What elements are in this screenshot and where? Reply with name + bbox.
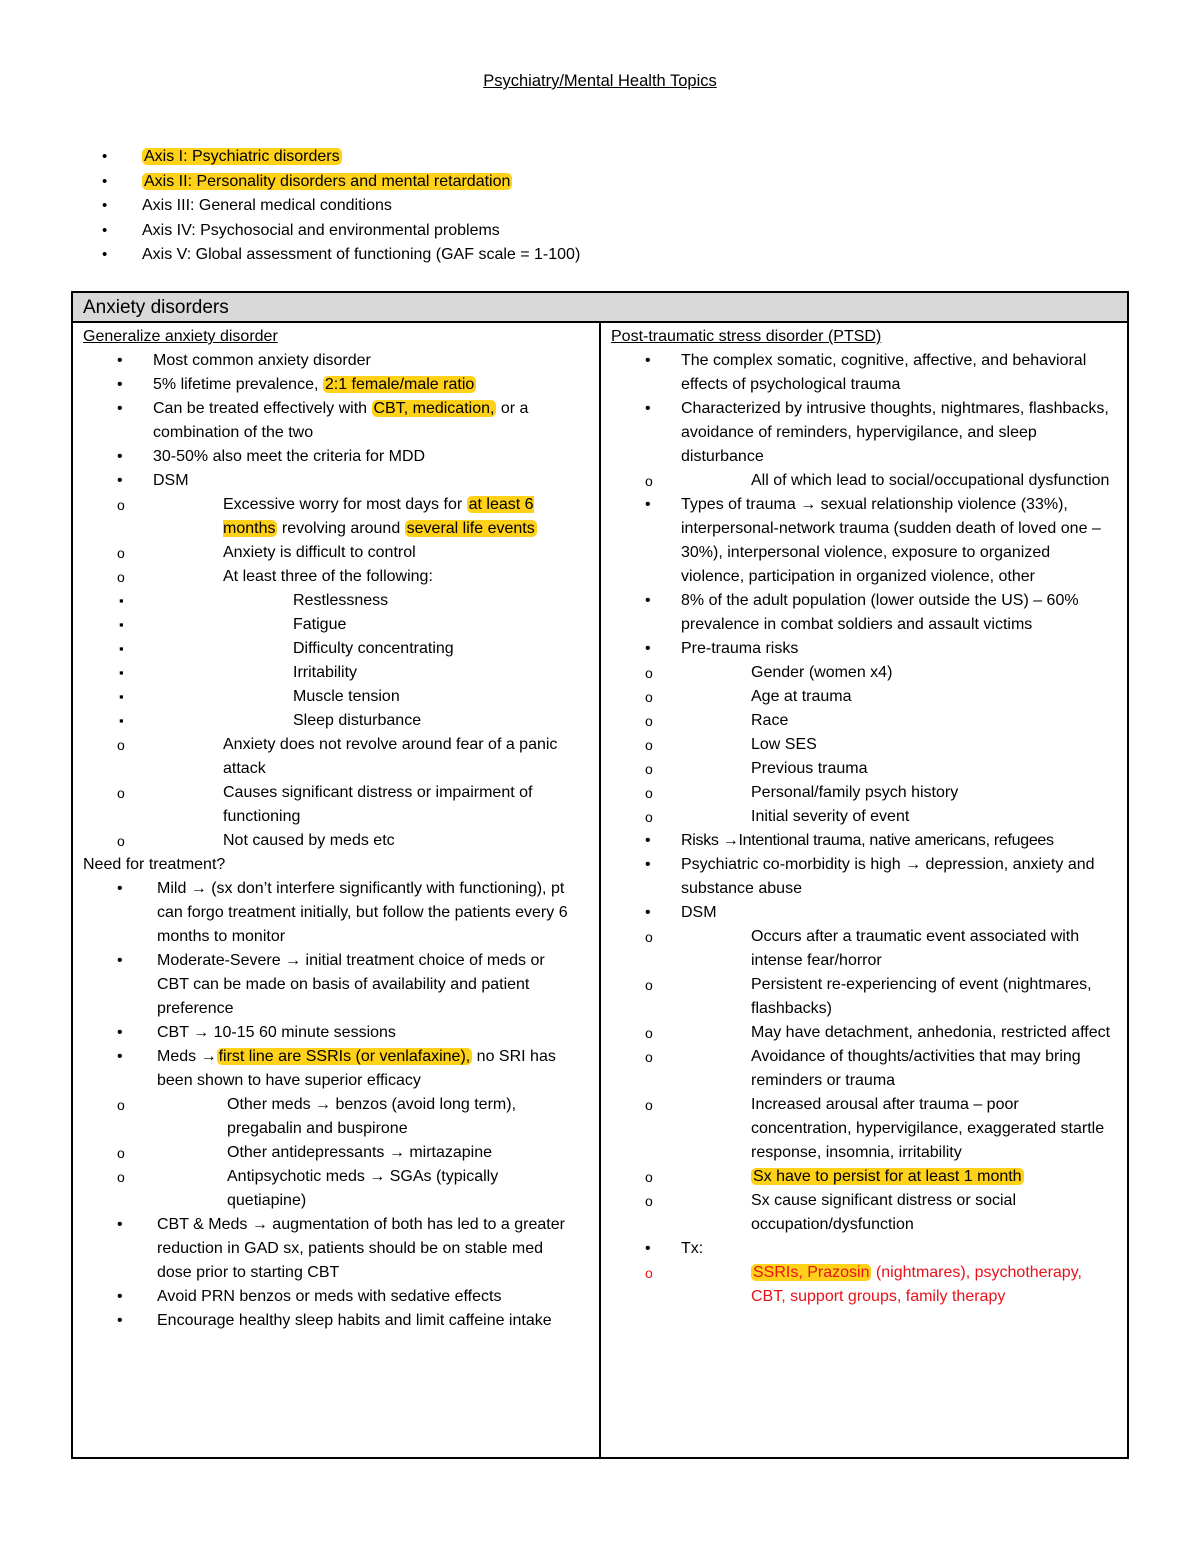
list-item: o Gender (women x4) xyxy=(611,661,1117,685)
axis-list xyxy=(108,145,580,268)
list-item: • Risks →Intentional trauma, native americans, refugees xyxy=(611,829,1115,853)
axis-item xyxy=(108,219,580,244)
list-item: • CBT → 10-15 60 minute sessions xyxy=(83,1021,577,1045)
list-item: o Anxiety does not revolve around fear of a panic attack xyxy=(83,733,577,781)
axis-text: Axis III: General medical conditions xyxy=(142,197,392,215)
list-item xyxy=(83,373,577,397)
list-item: ▪ Muscle tension xyxy=(83,685,593,709)
list-item: • The complex somatic, cognitive, affective, and behavioral effects of psychological trauma xyxy=(611,349,1115,397)
list-item xyxy=(611,1237,1115,1309)
list-item: o Occurs after a traumatic event associated with intense fear/horror xyxy=(611,925,1117,973)
list-item: ▪ Sleep disturbance xyxy=(83,709,593,733)
list-item xyxy=(611,901,1115,1237)
highlight-span: 2:1 female/male ratio xyxy=(324,376,475,393)
text-span: revolving around xyxy=(277,520,405,537)
list-item: o Age at trauma xyxy=(611,685,1117,709)
list-item xyxy=(83,565,577,733)
risk-list xyxy=(611,661,1115,829)
text-span: no SRI has been shown to have superior efficacy xyxy=(157,1048,556,1089)
list-item: • Moderate-Severe → initial treatment choice of meds or CBT can be made on basis of availability and patient preference xyxy=(83,949,577,1021)
list-item: o Other antidepressants → mirtazapine xyxy=(83,1141,567,1165)
list-item: o Avoidance of thoughts/activities that may bring reminders or trauma xyxy=(611,1045,1117,1093)
axis-item xyxy=(108,243,580,268)
gad-title: Generalize anxiety disorder xyxy=(83,328,278,345)
list-item xyxy=(83,397,577,445)
text-span: (nightmares), psychotherapy, CBT, support groups, family therapy xyxy=(751,1264,1082,1305)
list-item: o Sx cause significant distress or social occupation/dysfunction xyxy=(611,1189,1117,1237)
highlight-span: CBT, medication, xyxy=(373,400,495,417)
text-span: DSM xyxy=(153,472,189,489)
highlight-span: several life events xyxy=(406,520,535,537)
text-span: DSM xyxy=(681,904,717,921)
list-item: • Most common anxiety disorder xyxy=(83,349,577,373)
list-item xyxy=(611,637,1115,829)
highlight-span: Sx have to persist for at least 1 month xyxy=(753,1168,1022,1185)
text-span: or a combination of the two xyxy=(153,400,529,441)
list-item: • Types of trauma → sexual relationship violence (33%), interpersonal-network trauma (sudden death of loved one – 30%), interpersonal violence, exposure to organized violence, participation in organized violence, other xyxy=(611,493,1115,589)
list-item: o Antipsychotic meds → SGAs (typically quetiapine) xyxy=(83,1165,567,1213)
list-item: o Causes significant distress or impairment of functioning xyxy=(83,781,577,829)
med-list xyxy=(83,1093,577,1213)
list-item xyxy=(611,397,1115,493)
ptsd-list xyxy=(611,349,1127,1309)
page-title: Psychiatry/Mental Health Topics xyxy=(483,72,717,90)
list-item: o Personal/family psych history xyxy=(611,781,1117,805)
list-item: ▪ Irritability xyxy=(83,661,593,685)
text-span: Tx: xyxy=(681,1240,704,1257)
symptom-list xyxy=(83,589,577,733)
list-item xyxy=(83,493,577,541)
anxiety-table xyxy=(71,291,1129,1459)
text-span: Characterized by intrusive thoughts, nightmares, flashbacks, avoidance of reminders, hypervigilance, and sleep disturbance xyxy=(681,400,1109,465)
highlight-span: at least 6 months xyxy=(223,496,534,537)
text-span: Pre-trauma risks xyxy=(681,640,799,657)
list-item xyxy=(83,469,577,853)
list-item: o Increased arousal after trauma – poor concentration, hypervigilance, exaggerated startle response, insomnia, irritability xyxy=(611,1093,1117,1165)
gad-column xyxy=(73,323,601,1457)
text-span: Can be treated effectively with xyxy=(153,400,372,417)
axis-text: Axis V: Global assessment of functioning (GAF scale = 1-100) xyxy=(142,246,581,264)
list-item: o Anxiety is difficult to control xyxy=(83,541,577,565)
list-item: ▪ Restlessness xyxy=(83,589,593,613)
axis-item xyxy=(108,145,580,170)
highlight-span: SSRIs, Prazosin xyxy=(753,1264,870,1281)
list-item xyxy=(611,1165,1117,1189)
text-span: At least three of the following: xyxy=(223,568,433,585)
list-item: • 8% of the adult population (lower outside the US) – 60% prevalence in combat soldiers and assault victims xyxy=(611,589,1115,637)
gad-list xyxy=(83,349,599,853)
ptsd-dsm-list xyxy=(611,925,1115,1237)
list-item: • Avoid PRN benzos or meds with sedative effects xyxy=(83,1285,577,1309)
axis-text: Axis I: Psychiatric disorders xyxy=(144,148,340,165)
text-span: Excessive worry for most days for xyxy=(223,496,467,513)
treatment-title: Need for treatment? xyxy=(83,856,226,873)
table-heading: Anxiety disorders xyxy=(73,293,1127,323)
list-item: o All of which lead to social/occupational dysfunction xyxy=(611,469,1117,493)
text-span: Meds → xyxy=(157,1048,217,1065)
axis-text: Axis IV: Psychosocial and environmental problems xyxy=(142,221,500,239)
list-item: o Initial severity of event xyxy=(611,805,1117,829)
list-item: • 30-50% also meet the criteria for MDD xyxy=(83,445,577,469)
list-item: o Other meds → benzos (avoid long term), pregabalin and buspirone xyxy=(83,1093,567,1141)
text-span: 5% lifetime prevalence, xyxy=(153,376,323,393)
list-item: o Persistent re-experiencing of event (nightmares, flashbacks) xyxy=(611,973,1117,1021)
list-item: o Not caused by meds etc xyxy=(83,829,577,853)
treatment-list xyxy=(83,877,599,1333)
list-item: ▪ Difficulty concentrating xyxy=(83,637,593,661)
list-item: • Encourage healthy sleep habits and limit caffeine intake xyxy=(83,1309,577,1333)
list-item: • Psychiatric co-morbidity is high → depression, anxiety and substance abuse xyxy=(611,853,1115,901)
list-item xyxy=(611,1261,1117,1309)
tx-list xyxy=(611,1261,1115,1309)
list-item: o Low SES xyxy=(611,733,1117,757)
ptsd-column xyxy=(601,323,1127,1457)
axis-item xyxy=(108,170,580,195)
axis-text: Axis II: Personality disorders and mental retardation xyxy=(144,172,511,190)
list-item: o Previous trauma xyxy=(611,757,1117,781)
ptsd-title: Post-traumatic stress disorder (PTSD) xyxy=(611,328,882,345)
gad-dsm-list xyxy=(83,493,577,853)
axis-item xyxy=(108,194,580,219)
list-item: • CBT & Meds → augmentation of both has led to a greater reduction in GAD sx, patients should be on stable med dose prior to starting CBT xyxy=(83,1213,577,1285)
list-item: o Race xyxy=(611,709,1117,733)
ptsd-sub-list xyxy=(611,469,1115,493)
highlight-span: first line are SSRIs (or venlafaxine), xyxy=(218,1048,471,1065)
list-item xyxy=(83,1045,577,1213)
list-item: • Mild → (sx don’t interfere significantly with functioning), pt can forgo treatment initially, but follow the patients every 6 months to monitor xyxy=(83,877,577,949)
list-item: o May have detachment, anhedonia, restricted affect xyxy=(611,1021,1117,1045)
list-item: ▪ Fatigue xyxy=(83,613,593,637)
